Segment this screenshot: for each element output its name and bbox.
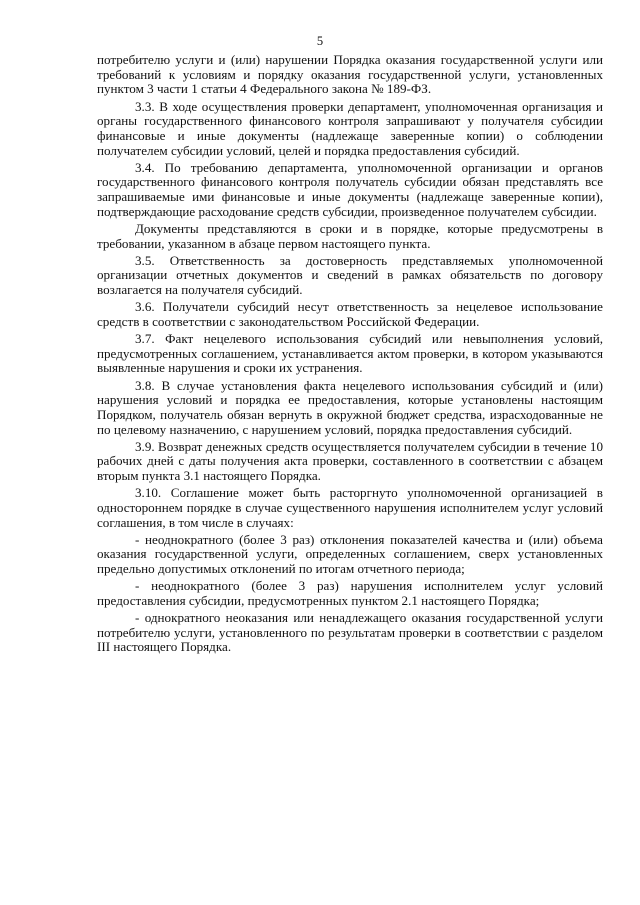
paragraph-3-5: 3.5. Ответственность за достоверность представляемых уполномоченной организации отчетных документов и сведений в рамках обязательств по договору возлагается на получателя субсидий. xyxy=(97,252,603,298)
paragraph-3-8: 3.8. В случае установления факта нецелевого использования субсидий и (или) нарушения условий и порядка ее предоставления, которые установлены настоящим Порядком, получатель обязан вернуть в окружной бюджет средства, израсходованные не по целевому назначению, с нарушением условий, порядка предоставления субсидий. xyxy=(97,377,603,437)
paragraph-3-9: 3.9. Возврат денежных средств осуществляется получателем субсидии в течение 10 рабочих дней с даты получения акта проверки, составленного в соответствии с абзацем вторым пункта 3.1 настоящего Порядка. xyxy=(97,438,603,484)
list-item: - однократного неоказания или ненадлежащего оказания государственной услуги потребителю услуги, установленного по результатам проверки в соответствии с разделом III настоящего Порядка. xyxy=(97,610,603,655)
paragraph-3-4: 3.4. По требованию департамента, уполномоченной организации и органов государственного финансового контроля получатель субсидии обязан представлять все запрашиваемые ими финансовые и иные документы (надлежаще заверенные копии), подтверждающие расходование средств субсидии, произведенное получателем субсидии. xyxy=(97,159,603,219)
paragraph-3-4-documents: Документы представляются в сроки и в порядке, которые предусмотрены в требовании, указанном в абзаце первом настоящего пункта. xyxy=(97,220,603,251)
paragraph-3-6: 3.6. Получатели субсидий несут ответственность за нецелевое использование средств в соответствии с законодательством Российской Федерации. xyxy=(97,299,603,329)
paragraph-3-7: 3.7. Факт нецелевого использования субсидий или невыполнения условий, предусмотренных соглашением, устанавливается актом проверки, в котором указываются выявленные нарушения и сроки их устранения. xyxy=(97,331,603,376)
paragraph-3-3: 3.3. В ходе осуществления проверки департамент, уполномоченная организация и органы государственного финансового контроля запрашивают у получателя субсидии финансовые и иные документы (надлежаще заверенные копии) о соблюдении получателем субсидии условий, целей и порядка предоставления субсидий. xyxy=(97,98,603,158)
list-item: - неоднократного (более 3 раз) отклонения показателей качества и (или) объема оказания государственной услуги, определенных соглашением, сверх установленных предельно допустимых отклонений по итогам отчетного периода; xyxy=(97,531,603,577)
document-body xyxy=(97,53,603,658)
paragraph-3-10: 3.10. Соглашение может быть расторгнуто уполномоченной организацией в одностороннем порядке в случае существенного нарушения исполнителем услуг условий соглашения, в том числе в случаях: xyxy=(97,485,603,530)
list-item: - неоднократного (более 3 раз) нарушения исполнителем услуг условий предоставления субсидии, предусмотренных пунктом 2.1 настоящего Порядка; xyxy=(97,578,603,608)
page-number: 5 xyxy=(316,34,324,48)
paragraph-continuation: потребителю услуги и (или) нарушении Порядка оказания государственной услуги или требований к условиям и порядку оказания государственной услуги, установленных пунктом 3 части 1 статьи 4 Федерального закона № 189-ФЗ. xyxy=(97,52,603,97)
